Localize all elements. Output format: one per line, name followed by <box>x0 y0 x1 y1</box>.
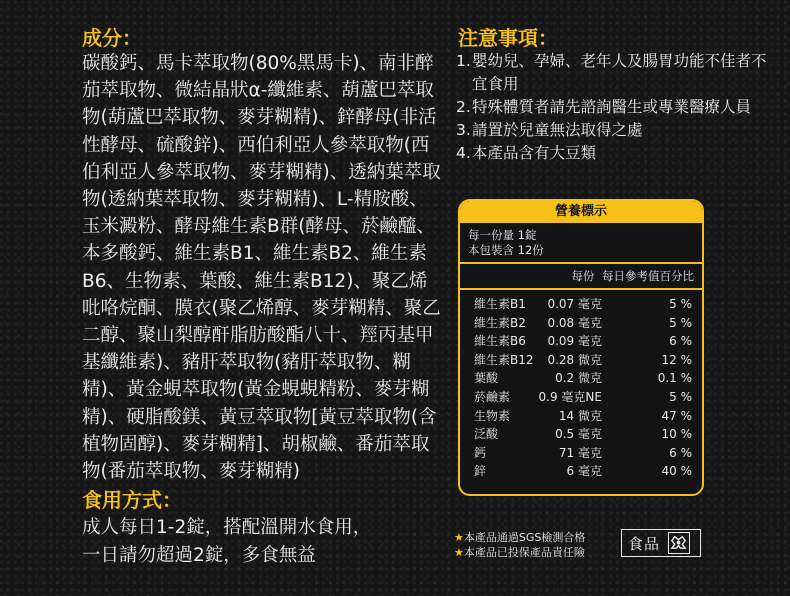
certification-line <box>454 546 585 561</box>
note-item <box>456 96 776 119</box>
nutrient-name: 維生素B1 <box>474 297 526 311</box>
usage-heading: 食用方式： <box>82 488 182 512</box>
nutrient-row <box>474 369 692 388</box>
nutrient-amount: 14 微克 <box>558 408 602 423</box>
note-text: 嬰幼兒、孕婦、老年人及腸胃功能不佳者不宜食用 <box>472 52 767 93</box>
servings-per-package: 本包裝含 12份 <box>468 243 544 257</box>
nutrient-row <box>474 462 692 481</box>
nutrient-percent: 12 % <box>661 352 692 367</box>
nutrient-name: 生物素 <box>474 408 511 423</box>
usage-line: 一日請勿超過2錠，多食無益 <box>82 545 316 566</box>
nutrient-name: 維生素B6 <box>474 334 526 349</box>
nutrient-row <box>474 388 692 407</box>
nutrient-row <box>474 332 692 351</box>
nutrient-name: 葉酸 <box>474 371 499 386</box>
star-icon: ★ <box>454 545 464 559</box>
nutrient-amount: 0.28 微克 <box>547 352 602 367</box>
note-item <box>456 142 776 165</box>
nutrient-amount: 0.5 毫克 <box>555 427 602 442</box>
nutrient-row <box>474 425 692 444</box>
ingredients-text: 碳酸鈣、馬卡萃取物(80%黑馬卡)、南非醉茄萃取物、微結晶狀α-纖維素、葫蘆巴萃取物(葫蘆巴萃取物、麥芽糊精)、鋅酵母(非活性酵母、硫酸鋅)、西伯利亞人參萃取物(西伯利亞人參萃取物、麥芽糊精)、透納葉萃取物(透納葉萃取物、麥芽糊精)、L-精胺酸、玉米澱粉、酵母維生素B群(酵母、菸鹼醯、本多酸鈣、維生素B1、維生素B2、維生素B6、生物素、葉酸、維生素B12)、聚乙烯吡咯烷酮、膜衣(聚乙烯醇、麥芽糊精、聚乙二醇、聚山梨醇酐脂肪酸酯八十、羥丙基甲基纖維素)、豬肝萃取物(豬肝萃取物、糊精)、黃金蜆萃取物(黃金蜆蜆精粉、麥芽糊精)、硬脂酸鎂、黃豆萃取物[黃豆萃取物(含植物固醇)、麥芽糊精]、胡椒鹼、番茄萃取物(番茄萃取物、麥芽糊精) <box>82 53 441 483</box>
nutrient-percent: 5 % <box>669 297 692 311</box>
nutrition-facts-panel <box>458 199 704 496</box>
note-item <box>456 50 776 96</box>
notes-list <box>456 50 776 165</box>
nutrient-percent: 47 % <box>661 408 692 423</box>
nutrient-row <box>474 407 692 426</box>
nutrient-row <box>474 351 692 370</box>
usage-text <box>82 514 442 570</box>
nutrition-column-header: 每份 每日參考值百分比 <box>571 269 694 283</box>
note-item <box>456 119 776 142</box>
nutrient-percent: 5 % <box>669 315 692 330</box>
certification-line <box>454 531 585 546</box>
note-number: 2. <box>456 98 471 116</box>
certification-notes <box>454 531 585 560</box>
nutrient-percent: 10 % <box>661 427 692 442</box>
nutrient-percent: 5 % <box>669 389 692 404</box>
food-safety-icon <box>668 532 690 554</box>
nutrient-row <box>474 444 692 463</box>
ingredients-heading: 成分： <box>82 26 142 50</box>
certification-text: 本產品通過SGS檢測合格 <box>463 531 586 544</box>
nutrient-amount: 71 毫克 <box>558 445 602 460</box>
nutrient-name: 菸鹼素 <box>474 389 511 404</box>
nutrient-percent: 6 % <box>669 334 692 349</box>
certification-text: 本產品已投保產品責任險 <box>463 545 585 559</box>
nutrient-name: 維生素B2 <box>474 315 526 330</box>
note-text: 特殊體質者請先諮詢醫生或專業醫療人員 <box>472 98 752 116</box>
nutrient-percent: 6 % <box>669 445 692 460</box>
serving-info <box>460 223 702 262</box>
nutrient-percent: 0.1 % <box>657 371 692 386</box>
star-icon: ★ <box>454 531 464 544</box>
nutrient-amount: 0.08 毫克 <box>547 315 602 330</box>
nutrient-amount: 0.07 毫克 <box>547 297 602 311</box>
nutrient-amount: 0.2 微克 <box>555 371 602 386</box>
food-label: 食品 <box>628 534 661 553</box>
note-text: 本產品含有大豆類 <box>472 144 597 162</box>
nutrient-name: 泛酸 <box>474 427 499 442</box>
nutrient-name: 維生素B12 <box>474 352 534 367</box>
nutrition-title: 營養標示 <box>460 201 702 223</box>
nutrition-rows <box>460 290 702 481</box>
nutrient-row <box>474 295 692 314</box>
food-badge <box>621 529 701 557</box>
nutrient-amount: 0.9 毫克NE <box>538 389 602 404</box>
nutrient-row <box>474 314 692 333</box>
note-text: 請置於兒童無法取得之處 <box>472 121 643 139</box>
note-number: 4. <box>456 144 471 162</box>
nutrient-amount: 6 毫克 <box>566 464 602 479</box>
note-number: 1. <box>456 52 471 70</box>
nutrient-name: 鋅 <box>474 464 487 479</box>
nutrient-percent: 40 % <box>661 464 692 479</box>
notes-heading: 注意事項： <box>458 26 558 50</box>
nutrient-amount: 0.09 毫克 <box>547 334 602 349</box>
note-number: 3. <box>456 121 471 139</box>
nutrient-name: 鈣 <box>474 445 487 460</box>
serving-size: 每一份量 1錠 <box>468 228 537 242</box>
usage-line: 成人每日1-2錠，搭配溫開水食用， <box>82 517 372 538</box>
